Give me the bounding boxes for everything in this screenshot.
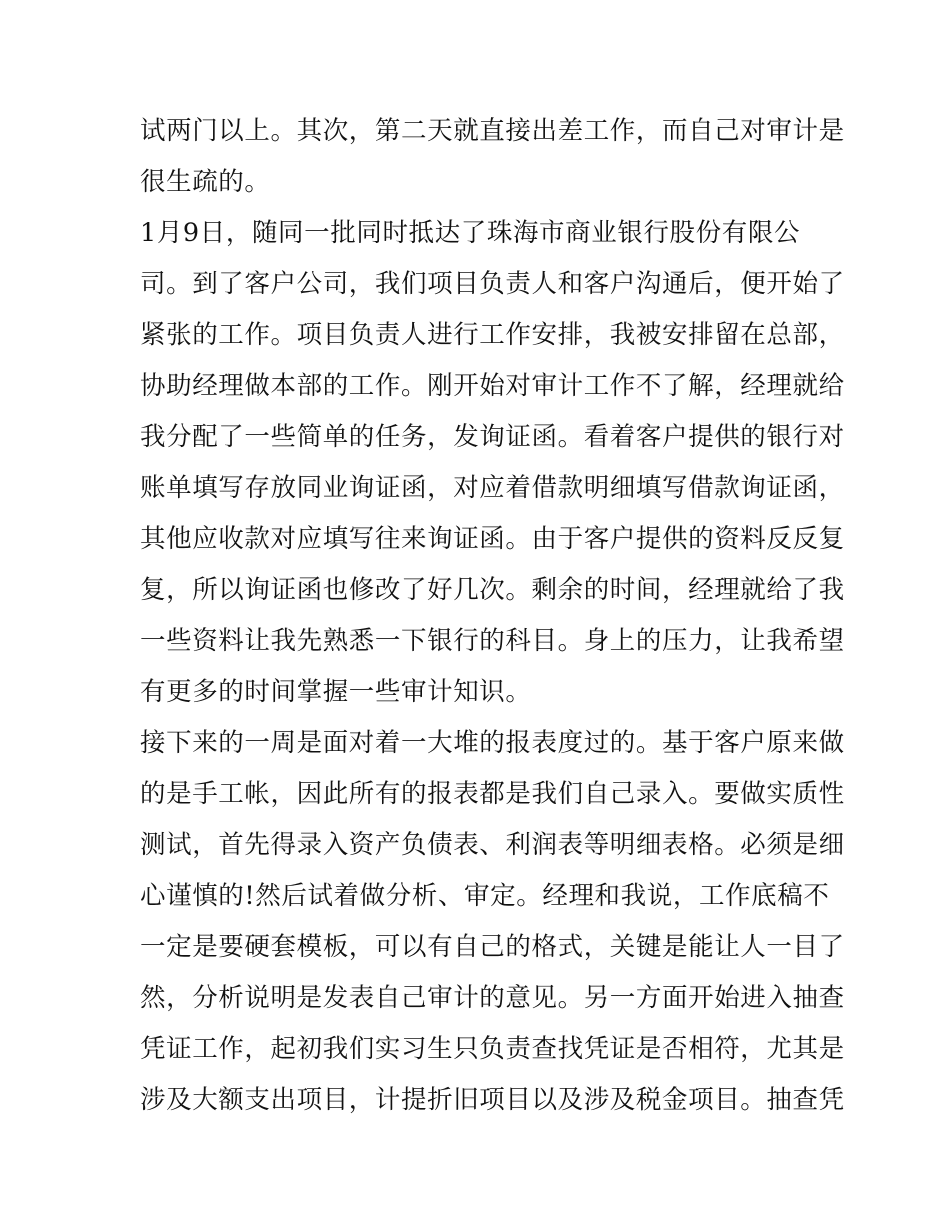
text-line: 司。到了客户公司，我们项目负责人和客户沟通后，便开始了 <box>140 269 845 299</box>
text-line: 凭证工作，起初我们实习生只负责查找凭证是否相符，尤其是 <box>140 1034 845 1064</box>
text-line: 复，所以询证函也修改了好几次。剩余的时间，经理就给了我 <box>140 575 845 605</box>
text-line: 我分配了一些简单的任务，发询证函。看着客户提供的银行对 <box>140 422 845 452</box>
text-line: 的是手工帐，因此所有的报表都是我们自己录入。要做实质性 <box>140 779 845 809</box>
text-line: 接下来的一周是面对着一大堆的报表度过的。基于客户原来做 <box>140 728 845 758</box>
text-line: 涉及大额支出项目，计提折旧项目以及涉及税金项目。抽查凭 <box>140 1085 845 1115</box>
text-line: 协助经理做本部的工作。刚开始对审计工作不了解，经理就给 <box>140 371 845 401</box>
text-line: 一些资料让我先熟悉一下银行的科目。身上的压力，让我希望 <box>140 626 845 656</box>
text-line: 一定是要硬套模板，可以有自己的格式，关键是能让人一目了 <box>140 932 845 962</box>
text-line: 测试，首先得录入资产负债表、利润表等明细表格。必须是细 <box>140 830 845 860</box>
body-text <box>140 106 845 1126</box>
text-line: 试两门以上。其次，第二天就直接出差工作，而自己对审计是 <box>140 116 845 146</box>
text-line: 其他应收款对应填写往来询证函。由于客户提供的资料反反复 <box>140 524 845 554</box>
text-line: 紧张的工作。项目负责人进行工作安排，我被安排留在总部， <box>140 320 845 350</box>
text-line: 1月9日，随同一批同时抵达了珠海市商业银行股份有限公 <box>140 218 801 248</box>
text-line: 很生疏的。 <box>140 167 271 197</box>
text-line: 心谨慎的!然后试着做分析、审定。经理和我说，工作底稿不 <box>140 881 830 911</box>
text-line: 有更多的时间掌握一些审计知识。 <box>140 677 532 707</box>
text-line: 账单填写存放同业询证函，对应着借款明细填写借款询证函， <box>140 473 845 503</box>
text-line: 然，分析说明是发表自己审计的意见。另一方面开始进入抽查 <box>140 983 845 1013</box>
